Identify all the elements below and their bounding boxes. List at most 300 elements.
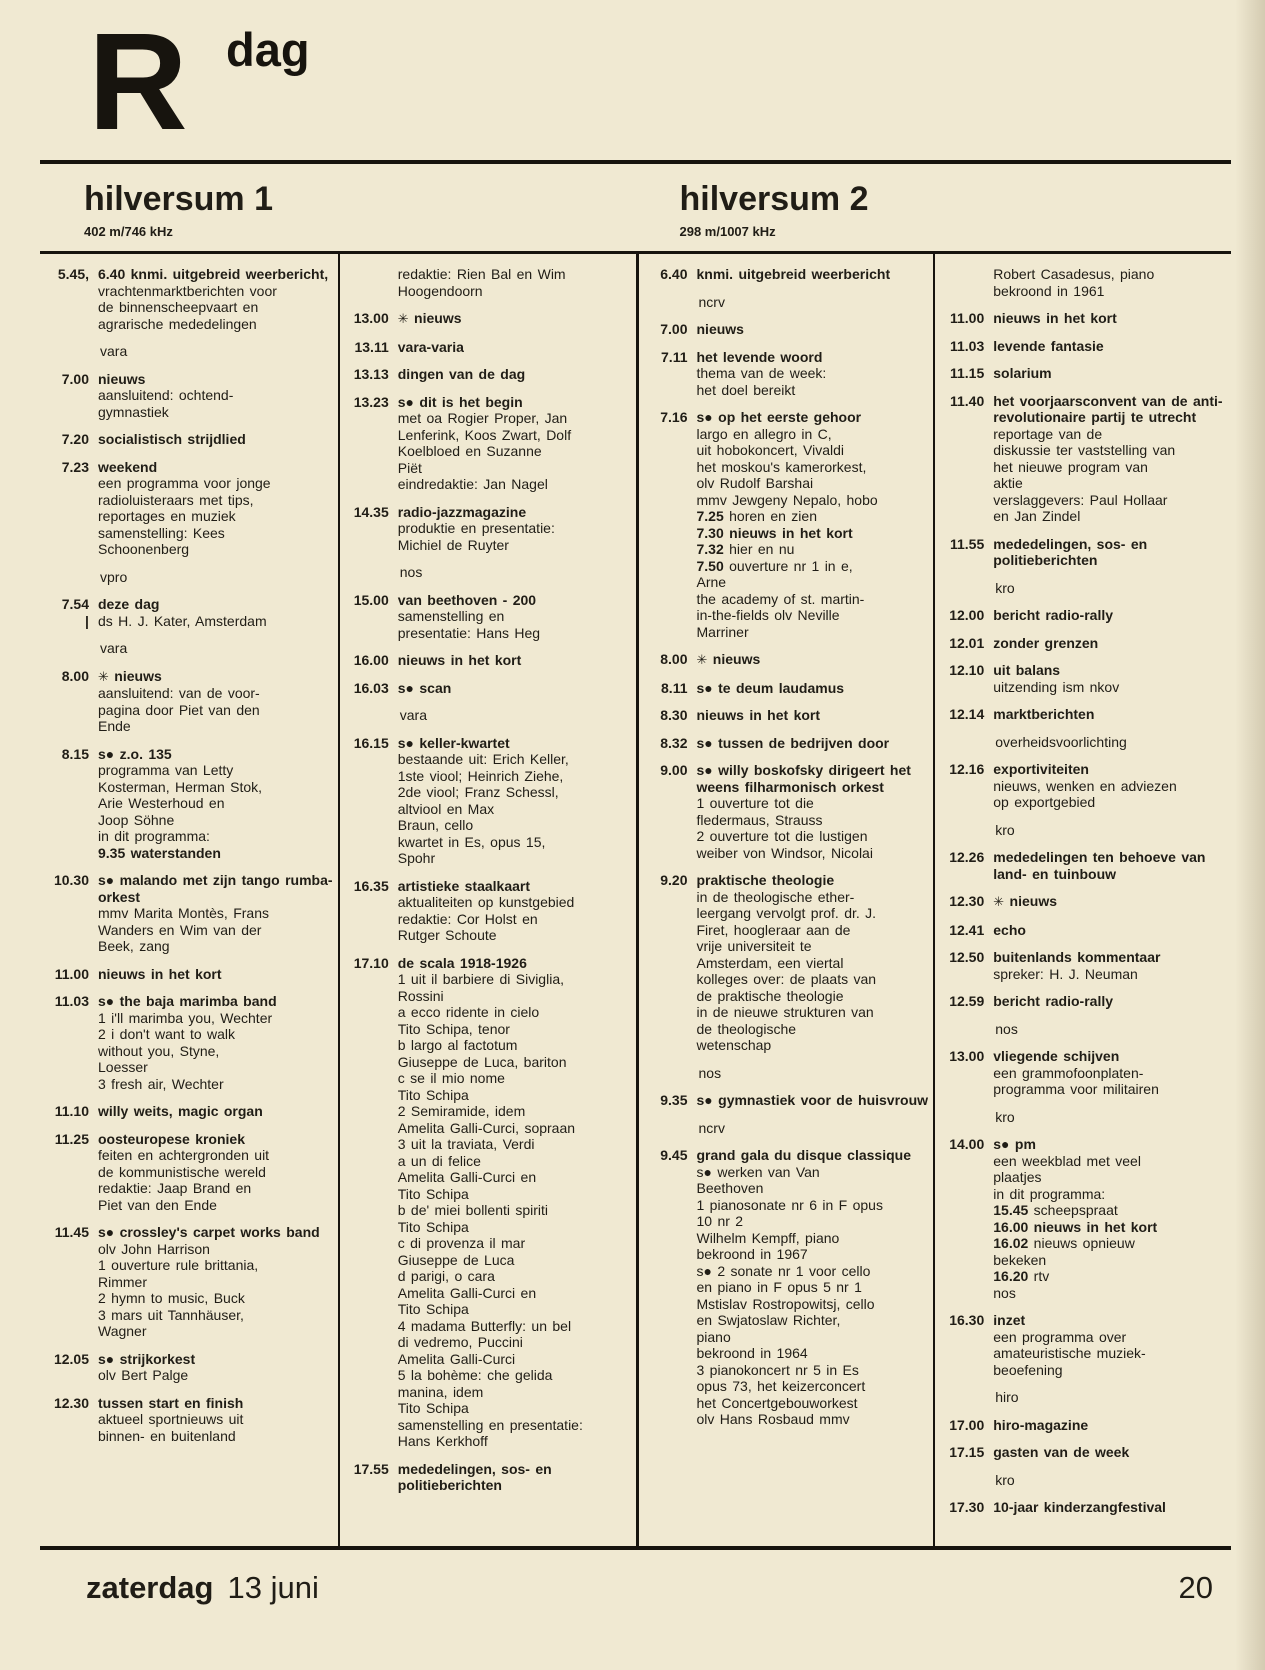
network-label: kro — [995, 821, 1015, 838]
program-detail-line: Ende — [98, 718, 131, 734]
program-title: het levende woord — [696, 348, 823, 365]
network-label: kro — [995, 1108, 1015, 1125]
program-time: 12.10 — [949, 662, 985, 678]
program-title: s● strijkorkest — [98, 1350, 196, 1367]
program-detail-line: 10 nr 2 — [696, 1213, 744, 1229]
program-body — [697, 321, 929, 338]
program-body — [98, 993, 333, 1092]
program-entry — [641, 266, 929, 283]
program-entry — [641, 762, 929, 861]
program-time: 13.13 — [353, 366, 389, 382]
program-body — [697, 680, 929, 697]
program-detail-line: Wagner — [98, 1323, 147, 1339]
program-body — [398, 1461, 631, 1494]
program-detail-line: diskussie ter vaststelling van — [993, 442, 1176, 458]
program-title: s● keller-kwartet — [397, 734, 510, 751]
program-title: s● gymnastiek voor de huisvrouw — [696, 1092, 929, 1108]
program-body — [98, 266, 333, 332]
program-title: bericht radio-rally — [993, 607, 1114, 623]
program-detail-line: programma voor militairen — [993, 1081, 1159, 1097]
program-body — [98, 872, 333, 955]
program-entry — [342, 394, 631, 493]
network-label: nos — [995, 1020, 1018, 1037]
program-time: 11.00 — [54, 965, 89, 982]
program-time: 16.15 — [353, 734, 389, 751]
program-time: 12.01 — [949, 634, 985, 651]
program-time: 11.03 — [54, 993, 89, 1009]
program-entry — [937, 266, 1226, 299]
program-time — [937, 266, 993, 299]
program-entry — [937, 310, 1226, 327]
program-detail-line: fledermaus, Strauss — [696, 811, 823, 828]
program-body — [697, 1092, 929, 1109]
program-detail-line: plaatjes — [993, 1169, 1042, 1185]
program-body — [697, 762, 929, 861]
program-detail-line: in dit programma: — [98, 828, 210, 844]
program-title: grand gala du disque classique — [696, 1147, 911, 1163]
program-title: 10-jaar kinderzangfestival — [993, 1499, 1166, 1515]
program-entry — [342, 680, 631, 697]
program-detail-line: Rutger Schoute — [397, 927, 497, 943]
program-title: vara-varia — [397, 338, 464, 355]
program-body — [398, 310, 631, 328]
program-time: 6.40 — [660, 266, 688, 282]
program-detail-line: Schoonenberg — [98, 541, 190, 557]
program-title: praktische theologie — [696, 872, 835, 888]
program-entry — [342, 592, 631, 642]
program-body — [697, 409, 929, 640]
station-frequency: 402 m/746 kHz — [84, 224, 173, 239]
program-detail-line: reportage van de — [993, 425, 1103, 442]
program-title: mededelingen, sos- en politieberichten — [993, 535, 1148, 568]
program-detail-line: in de theologische ether- — [696, 888, 855, 905]
listing-column — [636, 254, 934, 1546]
listing-column — [933, 254, 1231, 1546]
program-entry — [342, 339, 631, 356]
program-detail-line: produktie en presentatie: — [397, 520, 555, 536]
program-body — [98, 1131, 333, 1214]
program-body — [398, 735, 631, 867]
program-title: nieuws in het kort — [993, 310, 1117, 326]
program-time: 8.00 — [660, 651, 688, 667]
stereo-icon: s● — [696, 409, 713, 425]
program-entry — [342, 310, 631, 328]
program-detail-line: Mstislav Rostropowitsj, cello — [696, 1295, 875, 1312]
program-detail-line: bekroond in 1961 — [993, 282, 1105, 299]
listing-column — [338, 254, 636, 1546]
program-detail-line: Tito Schipa — [397, 1185, 469, 1202]
program-detail-line: wetenschap — [696, 1037, 772, 1053]
program-detail-line: 3 fresh air, Wechter — [98, 1075, 224, 1092]
program-detail-line: 3 uit la traviata, Verdi — [397, 1136, 535, 1152]
program-detail-line: op exportgebied — [993, 794, 1096, 810]
program-entry — [342, 1461, 631, 1494]
program-body — [98, 431, 333, 448]
program-body — [993, 266, 1226, 299]
program-detail-line: 7.50 ouverture nr 1 in e, — [696, 557, 853, 574]
program-time: 16.30 — [949, 1312, 985, 1328]
program-detail-line: a ecco ridente in cielo — [397, 1004, 540, 1020]
program-detail-line: Tito Schipa, tenor — [397, 1020, 510, 1037]
program-detail-line: 3 mars uit Tannhäuser, — [98, 1306, 244, 1323]
program-detail-line: opus 73, het keizerconcert — [696, 1378, 866, 1394]
program-entry — [42, 596, 333, 629]
station-title: hilversum 1 — [84, 180, 273, 218]
program-detail-line: radioluisteraars met tips, — [98, 491, 254, 508]
program-detail-line: weiber von Windsor, Nicolai — [696, 844, 873, 861]
program-time: 12.26 — [949, 849, 985, 865]
program-entry — [342, 652, 631, 669]
network-label: hiro — [995, 1389, 1019, 1405]
program-body — [398, 955, 631, 1450]
program-detail-line: the academy of st. martin- — [696, 590, 865, 607]
program-title: s● te deum laudamus — [696, 679, 845, 696]
program-detail-line: olv Rudolf Barshai — [696, 475, 814, 491]
program-title: nieuws — [98, 370, 146, 387]
program-detail-line: programma van Letty — [98, 762, 234, 778]
program-body — [98, 1351, 333, 1384]
program-title: hiro-magazine — [993, 1416, 1089, 1433]
program-entry — [937, 365, 1226, 382]
program-entry — [937, 338, 1226, 355]
program-title: s● willy boskofsky dirigeert het weens filharmonisch orkest — [696, 762, 911, 795]
program-detail-line: uit hobokoncert, Vivaldi — [696, 442, 844, 458]
program-detail-line: Piët — [397, 459, 422, 476]
program-title: deze dag — [98, 596, 160, 612]
program-detail-line: 1 uit il barbiere di Siviglia, — [397, 971, 564, 987]
program-title: de scala 1918-1926 — [397, 954, 527, 971]
program-detail-line: Amelita Galli-Curci, sopraan — [397, 1119, 576, 1136]
program-title: nieuws in het kort — [98, 965, 222, 982]
station-title: hilversum 2 — [679, 180, 869, 218]
program-detail-line: eindredaktie: Jan Nagel — [397, 476, 548, 492]
program-body — [993, 849, 1226, 882]
program-detail-line: Giuseppe de Luca — [397, 1251, 515, 1268]
network-label: kro — [995, 579, 1015, 596]
program-detail-line: bekroond in 1967 — [696, 1246, 808, 1262]
program-title: oosteuropese kroniek — [98, 1130, 245, 1147]
program-detail-line: amateuristische muziek- — [993, 1345, 1146, 1361]
program-entry — [42, 746, 333, 862]
program-body — [398, 652, 631, 669]
program-detail-line: Amsterdam, een viertal — [696, 954, 844, 971]
program-detail-line: | ds H. J. Kater, Amsterdam — [98, 613, 333, 630]
program-detail-line: 16.00 nieuws in het kort — [993, 1218, 1158, 1235]
program-detail-line: 2 hymn to music, Buck — [98, 1290, 245, 1306]
program-body — [993, 1499, 1226, 1516]
program-detail-line: manina, idem — [397, 1383, 484, 1400]
program-detail-line: een weekblad met veel — [993, 1152, 1141, 1169]
program-body — [398, 592, 631, 642]
program-entry — [42, 1395, 333, 1445]
stereo-icon: s● — [696, 679, 713, 696]
program-entry — [42, 371, 333, 421]
program-detail-line: Amelita Galli-Curci en — [397, 1169, 537, 1185]
program-detail-line: feiten en achtergronden uit — [98, 1147, 270, 1163]
program-body — [398, 366, 631, 383]
program-detail-line: het Concertgebouworkest — [696, 1394, 858, 1411]
program-detail-line: 1ste viool; Heinrich Ziehe, — [397, 767, 564, 784]
program-detail-line: aansluitend: ochtend- — [98, 387, 234, 403]
program-title: nieuws in het kort — [397, 652, 522, 668]
program-title: ✳ nieuws — [993, 893, 1058, 909]
program-title: uit balans — [993, 662, 1061, 678]
program-entry — [937, 893, 1226, 911]
program-title: vliegende schijven — [993, 1048, 1120, 1064]
logo-day-text: dag — [226, 23, 310, 76]
station-frequency: 298 m/1007 kHz — [679, 224, 776, 239]
program-title: artistieke staalkaart — [397, 877, 531, 894]
program-detail-line: Arne — [696, 574, 727, 590]
program-entry — [641, 872, 929, 1054]
program-detail-line: Hoogendoorn — [397, 282, 483, 299]
network-label: vara — [399, 707, 427, 723]
program-detail-line: redaktie: Jaap Brand en — [98, 1180, 252, 1196]
program-entry — [937, 1499, 1226, 1516]
program-title: s● pm — [993, 1136, 1036, 1152]
program-detail-line: Tito Schipa — [397, 1218, 469, 1235]
station-hilversum-1 — [40, 180, 636, 239]
program-entry — [641, 735, 929, 752]
program-body — [993, 1136, 1226, 1301]
news-sun-icon: ✳ — [993, 894, 1005, 909]
program-detail-line: d parigi, o cara — [397, 1268, 495, 1284]
program-entry — [42, 1224, 333, 1340]
program-detail-line: nos — [993, 1284, 1016, 1301]
program-detail-line: Giuseppe de Luca, bariton — [397, 1053, 567, 1070]
program-entry — [937, 607, 1226, 624]
program-entry — [937, 1417, 1226, 1434]
program-body — [98, 1224, 333, 1340]
program-title: socialistisch strijdlied — [98, 431, 246, 447]
program-detail-line: Marriner — [696, 623, 749, 640]
program-body — [697, 872, 929, 1054]
program-detail-line: en piano in F opus 5 nr 1 — [696, 1279, 862, 1295]
program-detail-line: b de' miei bollenti spiriti — [397, 1202, 549, 1218]
program-entry — [937, 922, 1226, 939]
program-entry — [937, 761, 1226, 811]
program-detail-line: c se il mio nome — [397, 1070, 505, 1086]
program-body — [98, 746, 333, 862]
program-detail-line: Loesser — [98, 1059, 148, 1075]
program-detail-line: largo en allegro in C, — [696, 425, 832, 442]
program-entry — [937, 849, 1226, 882]
program-time: 17.00 — [949, 1416, 985, 1433]
program-detail-line: het doel bereikt — [696, 381, 796, 398]
program-detail-line: s● werken van Van — [696, 1163, 820, 1180]
network-label: nos — [698, 1064, 722, 1081]
program-body — [98, 668, 333, 735]
program-entry — [641, 651, 929, 669]
program-time: 13.23 — [353, 393, 389, 410]
program-time: 10.30 — [53, 872, 89, 888]
program-entry — [937, 1312, 1226, 1378]
program-detail-line: pagina door Piet van den — [98, 701, 260, 718]
program-detail-line: 16.02 nieuws opnieuw — [993, 1235, 1135, 1251]
program-title: s● malando met zijn tango rumba-orkest — [98, 872, 333, 905]
program-time: 12.30 — [949, 893, 985, 909]
program-detail-line: presentatie: Hans Heg — [397, 624, 541, 641]
footer-date-text: 13 juni — [227, 1570, 319, 1605]
program-detail-line: b largo al factotum — [397, 1037, 518, 1053]
program-body — [993, 922, 1226, 939]
program-body — [398, 878, 631, 944]
program-time: 17.30 — [949, 1499, 985, 1515]
program-title: 6.40 knmi. uitgebreid weerbericht, — [98, 266, 329, 282]
program-detail-line: olv Bert Palge — [98, 1367, 189, 1383]
stereo-icon: s● — [696, 1092, 713, 1108]
program-entry — [342, 735, 631, 867]
network-label: vara — [100, 343, 128, 359]
program-detail-line: 9.35 waterstanden — [98, 844, 221, 861]
stereo-icon: s● — [98, 745, 115, 762]
program-time: 8.30 — [660, 707, 688, 723]
program-body — [98, 1103, 333, 1120]
station-headers — [40, 164, 1231, 251]
program-title: van beethoven - 200 — [397, 591, 537, 608]
program-detail-line: spreker: H. J. Neuman — [993, 965, 1138, 982]
program-detail-line: Spohr — [397, 850, 436, 866]
program-body — [993, 1048, 1226, 1098]
stereo-icon: s● — [397, 679, 414, 696]
program-time: 9.20 — [660, 872, 688, 888]
stereo-icon: s● — [696, 734, 713, 751]
program-detail-line: Tito Schipa — [397, 1086, 469, 1103]
program-time: 11.03 — [949, 337, 985, 354]
program-time: 7.11 — [661, 348, 688, 365]
program-title: s● dit is het begin — [397, 393, 523, 410]
program-time: 7.00 — [660, 321, 688, 337]
program-body — [993, 993, 1226, 1010]
program-entry — [937, 662, 1226, 695]
program-body — [993, 393, 1226, 525]
program-time: 12.59 — [949, 993, 985, 1009]
program-title: exportiviteiten — [993, 761, 1089, 777]
program-body — [697, 735, 929, 752]
program-detail-line: Firet, hoogleraar aan de — [696, 921, 851, 938]
program-title: mededelingen ten behoeve van land- en tuinbouw — [993, 849, 1206, 882]
program-title: s● op het eerste gehoor — [696, 409, 862, 425]
program-body — [993, 338, 1226, 355]
program-title: radio-jazzmagazine — [397, 503, 527, 520]
program-entry — [42, 1103, 333, 1120]
program-detail-line: in dit programma: — [993, 1185, 1106, 1202]
stereo-icon: s● — [696, 762, 713, 778]
program-body — [993, 310, 1226, 327]
program-time: 13.11 — [354, 338, 389, 355]
stereo-icon: s● — [98, 1224, 115, 1240]
program-detail-line: de kommunistische wereld — [98, 1163, 266, 1180]
program-detail-line: de binnenscheepvaart en — [98, 299, 259, 315]
masthead — [88, 5, 1231, 159]
program-detail-line: 2de viool; Franz Schessl, — [397, 784, 559, 800]
program-detail-line: bekeken — [993, 1251, 1047, 1268]
program-detail-line: en Jan Zindel — [993, 508, 1081, 524]
program-entry — [641, 1092, 929, 1109]
news-sun-icon: ✳ — [397, 311, 409, 326]
program-entry — [42, 431, 333, 448]
program-detail-line: Joop Söhne — [98, 811, 175, 828]
program-entry — [342, 266, 631, 299]
stereo-icon: s● — [993, 1136, 1010, 1152]
program-body — [697, 349, 929, 399]
program-detail-line: Koelbloed en Suzanne — [397, 443, 542, 459]
program-body — [398, 266, 631, 299]
program-title: solarium — [993, 365, 1052, 381]
program-detail-line: Hans Kerkhoff — [397, 1433, 488, 1449]
station-hilversum-2 — [636, 180, 1232, 239]
news-sun-icon: ✳ — [696, 652, 708, 667]
program-body — [993, 1312, 1226, 1378]
program-detail-line: beoefening — [993, 1361, 1063, 1378]
program-entry — [342, 504, 631, 554]
program-detail-line: Michiel de Ruyter — [397, 536, 509, 553]
program-entry — [42, 1351, 333, 1384]
program-entry — [937, 949, 1226, 982]
program-time: 12.41 — [949, 921, 985, 938]
program-time: 17.15 — [949, 1444, 985, 1460]
program-title: knmi. uitgebreid weerbericht — [696, 266, 891, 282]
program-body — [98, 459, 333, 558]
program-body — [993, 893, 1226, 911]
program-body — [398, 394, 631, 493]
program-detail-line: gymnastiek — [98, 403, 169, 420]
program-detail-line: verslaggevers: Paul Hollaar — [993, 491, 1168, 508]
program-detail-line: samenstelling en — [397, 608, 505, 624]
program-detail-line: 1 pianosonate nr 6 in F opus — [696, 1196, 883, 1213]
program-detail-line: vrachtenmarktberichten voor — [98, 282, 277, 299]
program-detail-line: een grammofoonplaten- — [993, 1064, 1144, 1081]
program-detail-line: Amelita Galli-Curci — [397, 1350, 516, 1367]
program-detail-line: Tito Schipa — [397, 1301, 469, 1317]
program-detail-line: Piet van den Ende — [98, 1196, 217, 1213]
stereo-icon: s● — [98, 993, 115, 1009]
program-detail-line: s● 2 sonate nr 1 voor cello — [696, 1262, 871, 1279]
program-body — [993, 365, 1226, 382]
program-time: 11.10 — [54, 1103, 89, 1119]
program-body — [697, 707, 929, 724]
program-detail-line: 2 i don't want to walk — [98, 1026, 236, 1042]
program-title: ✳ nieuws — [696, 651, 761, 667]
program-detail-line: 4 madama Butterfly: un bel — [397, 1317, 572, 1334]
program-body — [98, 966, 333, 983]
program-time: 9.45 — [660, 1147, 688, 1163]
program-detail-line: Tito Schipa — [397, 1400, 469, 1416]
program-title: buitenlands kommentaar — [993, 949, 1161, 965]
program-detail-line: mmv Jewgeny Nepalo, hobo — [696, 491, 878, 508]
program-detail-line: 7.30 nieuws in het kort — [696, 524, 853, 541]
program-detail-line: en Swjatoslaw Richter, — [696, 1312, 841, 1328]
program-time: 11.00 — [949, 310, 985, 326]
program-detail-line: de theologische — [696, 1020, 797, 1037]
program-detail-line: Beek, zang — [98, 938, 170, 954]
program-entry — [342, 955, 631, 1450]
program-body — [993, 1417, 1226, 1434]
program-entry — [641, 680, 929, 697]
program-detail-line: Braun, cello — [397, 817, 474, 833]
program-body — [993, 536, 1226, 569]
program-detail-line: aansluitend: van de voor- — [98, 685, 260, 701]
program-detail-line: 5 la bohème: che gelida — [397, 1367, 553, 1383]
program-time: 14.35 — [353, 503, 389, 520]
stereo-icon: s● — [98, 1350, 115, 1367]
program-time: 11.55 — [949, 535, 985, 552]
program-listings — [40, 254, 1231, 1546]
program-body — [98, 596, 333, 629]
program-entry — [937, 393, 1226, 525]
program-detail-line: di vedremo, Puccini — [397, 1334, 523, 1350]
program-detail-line: agrarische mededelingen — [98, 315, 257, 332]
